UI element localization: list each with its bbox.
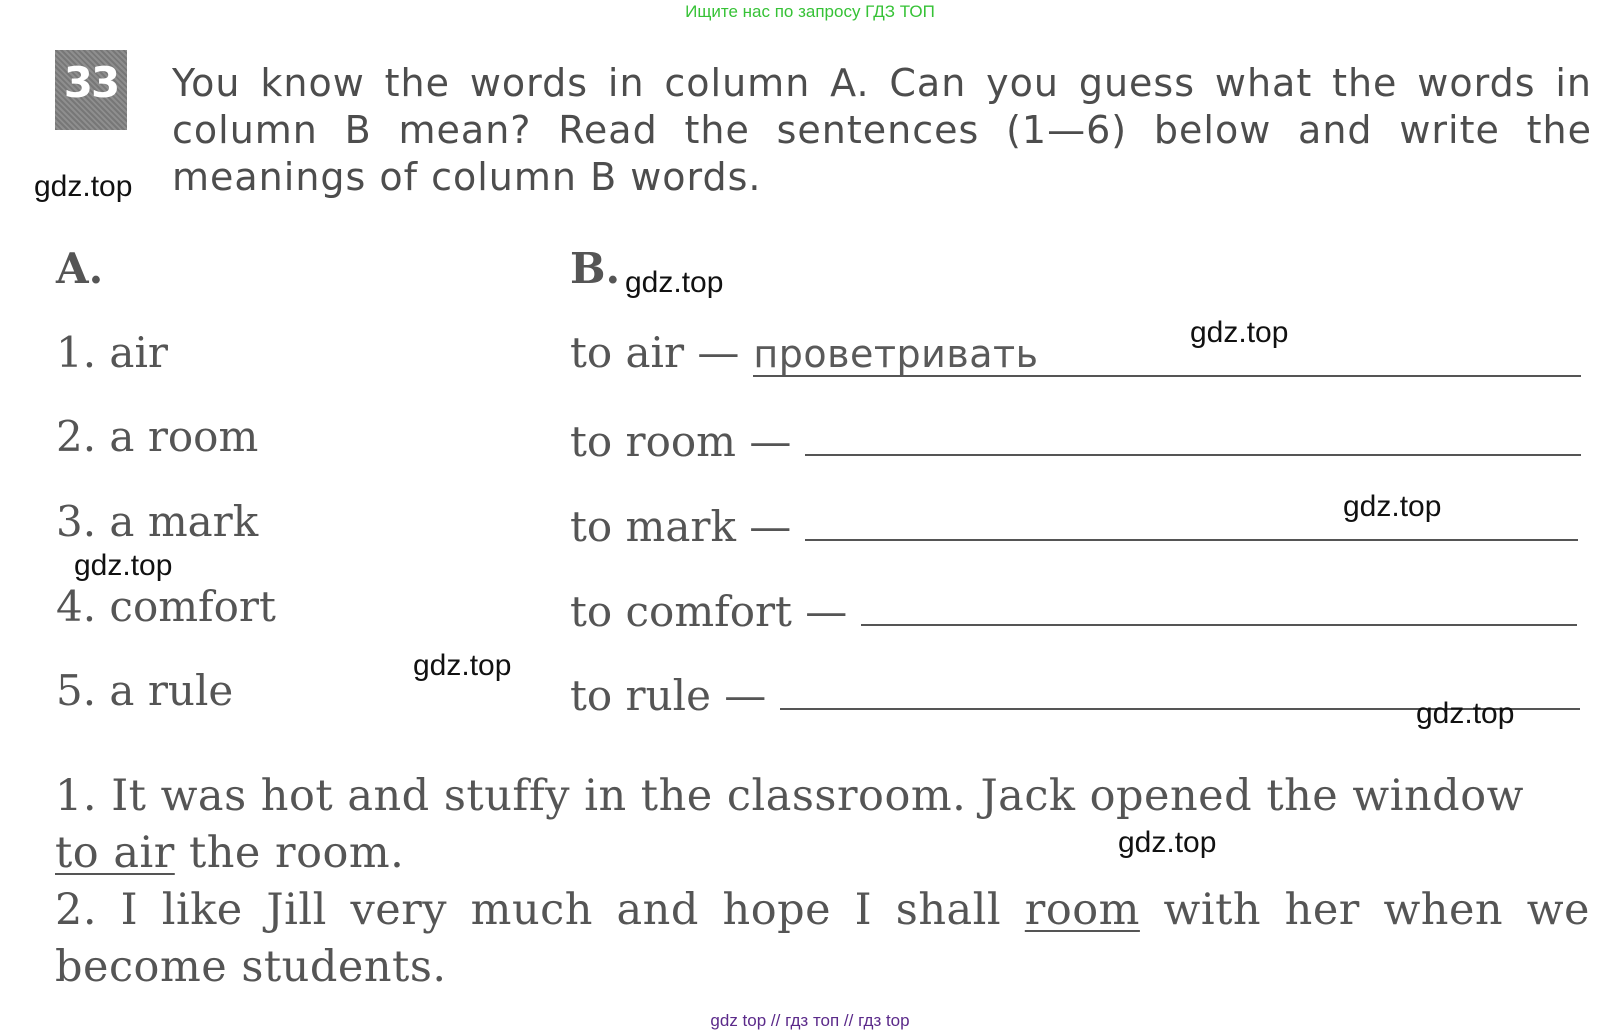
exercise-instruction: You know the words in column A. Can you guess what the words in column B mean? Read the sentences (1—6) below and write the meanings of column B words.: [172, 61, 1592, 199]
watermark: gdz.top: [1343, 490, 1442, 523]
sentence-2: [55, 882, 1590, 996]
column-a-heading: A.: [56, 244, 104, 293]
top-banner: Ищите нас по запросу ГДЗ ТОП: [685, 2, 935, 21]
column-b-word-2: to room —: [570, 417, 792, 466]
column-a-item-5: 5. a rule: [56, 666, 234, 715]
column-b-item-1: [570, 328, 1581, 377]
watermark: gdz.top: [625, 266, 724, 299]
sentence-2-underlined-word: room: [1024, 885, 1140, 935]
watermark: gdz.top: [1118, 826, 1217, 859]
answer-blank-3[interactable]: [805, 497, 1578, 541]
answer-blank-2[interactable]: [805, 412, 1581, 456]
column-b-word-5: to rule —: [570, 671, 767, 720]
exercise-number-badge: 33: [55, 50, 127, 130]
sentence-1-end: the room.: [174, 828, 405, 878]
sentence-1: [55, 768, 1590, 882]
column-b-item-2: [570, 412, 1581, 466]
sentence-2-end: with her when we become students.: [55, 885, 1590, 992]
column-b-word-1: to air —: [570, 328, 740, 377]
watermark: gdz.top: [1416, 697, 1515, 730]
watermark: gdz.top: [34, 170, 133, 203]
answer-blank-1[interactable]: проветривать: [753, 333, 1581, 377]
column-b-heading: B.: [570, 244, 621, 293]
answer-blank-4[interactable]: [861, 582, 1577, 626]
column-a-item-3: 3. a mark: [56, 497, 259, 546]
column-a-item-4: 4. comfort: [56, 582, 276, 631]
column-b-word-3: to mark —: [570, 502, 792, 551]
footer-watermark: gdz top // гдз топ // гдз top: [710, 1011, 910, 1030]
sentence-2-start: 2. I like Jill very much and hope I shall: [55, 885, 1025, 935]
column-a-item-2: 2. a room: [56, 412, 259, 461]
watermark: gdz.top: [413, 649, 512, 682]
sentence-1-underlined-word: to air: [55, 828, 175, 878]
column-b-item-4: [570, 582, 1577, 636]
column-b-word-4: to comfort —: [570, 587, 848, 636]
watermark: gdz.top: [74, 549, 173, 582]
watermark: gdz.top: [1190, 316, 1289, 349]
sentence-1-start: 1. It was hot and stuffy in the classroom. Jack opened the window: [55, 771, 1524, 821]
example-sentences: [55, 768, 1590, 996]
column-a-item-1: 1. air: [56, 328, 168, 377]
